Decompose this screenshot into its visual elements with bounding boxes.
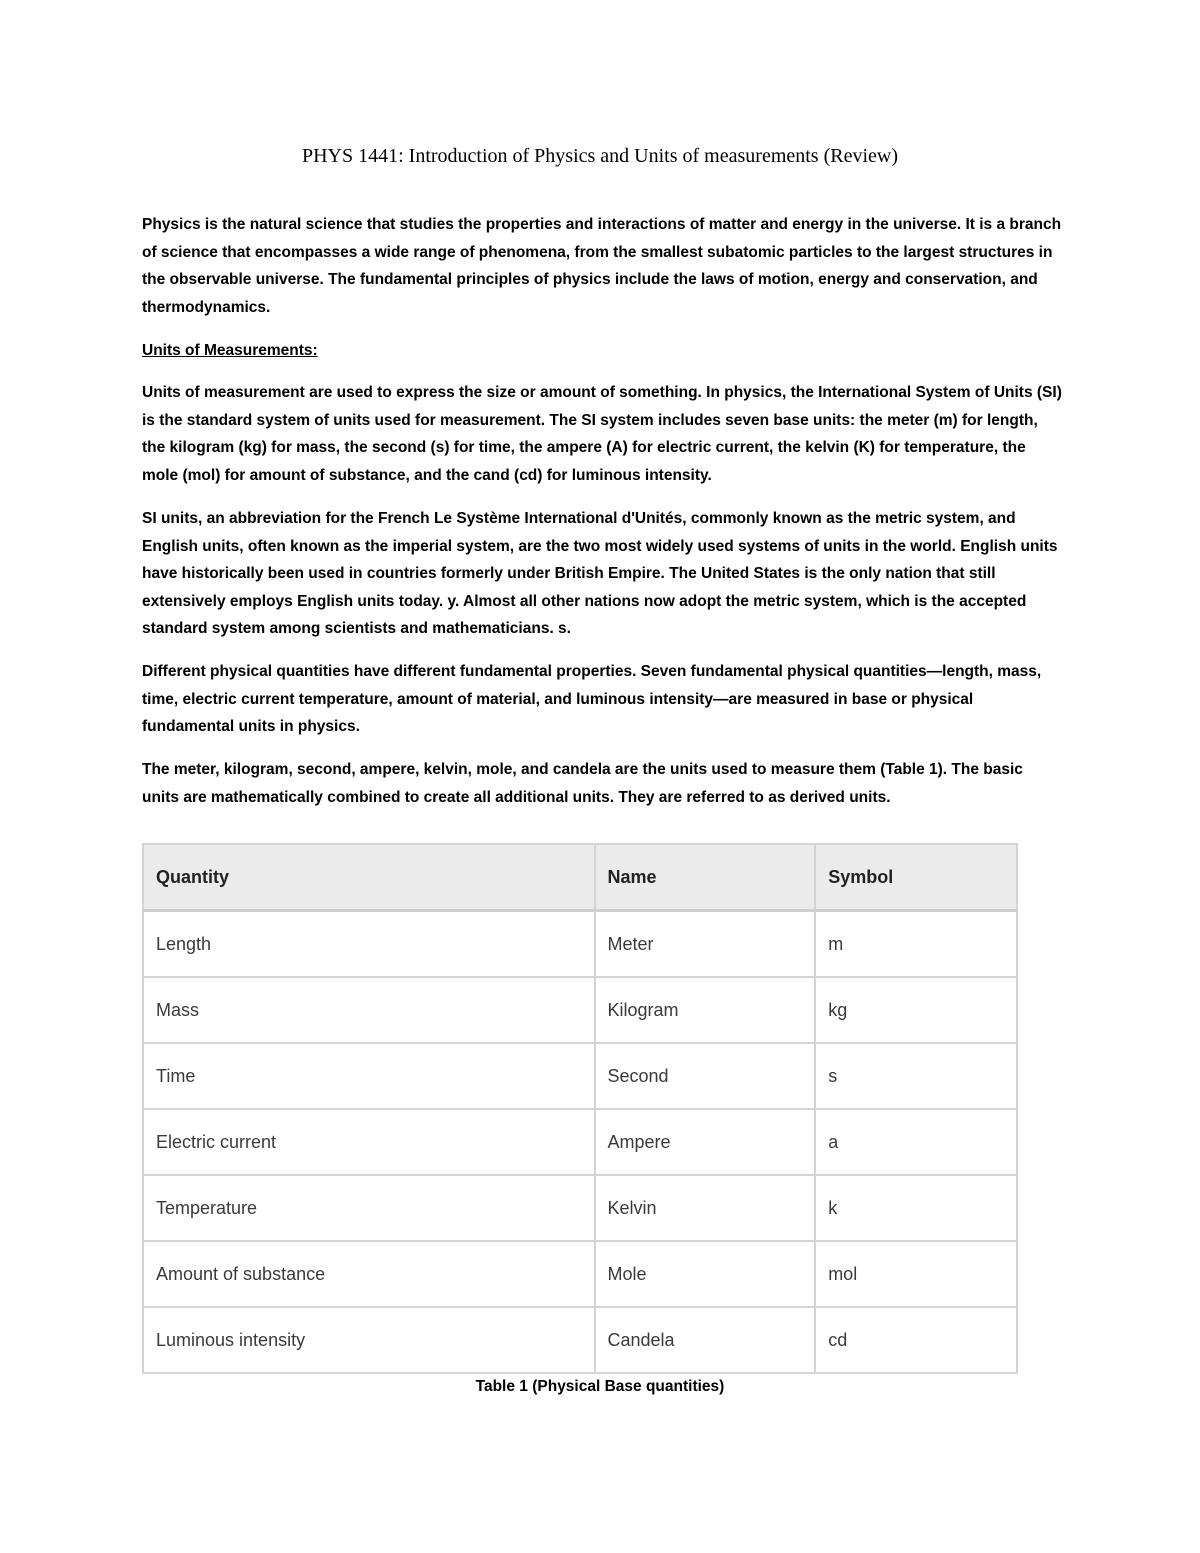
- table-row: [143, 1109, 1017, 1175]
- table-row: [143, 977, 1017, 1043]
- fundamental-quantities-paragraph: Different physical quantities have different fundamental properties. Seven fundamental physical quantities—length, mass, time, electric current temperature, amount of material, and luminous intensity—are measured in base or physical fundamental units in physics.: [142, 663, 1042, 735]
- cell-quantity: Amount of substance: [143, 1241, 595, 1307]
- table-row: [143, 1307, 1017, 1373]
- cell-name: Mole: [595, 1241, 816, 1307]
- intro-paragraph: Physics is the natural science that studies the properties and interactions of matter and energy in the universe. It is a branch of science that encompasses a wide range of phenomena, from the smallest subatomic particles to the largest structures in the observable universe. The fundamental principles of physics include the laws of motion, energy and conservation, and thermodynamics.: [142, 216, 1062, 316]
- table-row: [143, 1241, 1017, 1307]
- cell-name: Kilogram: [595, 977, 816, 1043]
- cell-symbol: m: [815, 911, 1017, 978]
- document-title: PHYS 1441: Introduction of Physics and Units of measurements (Review): [301, 145, 899, 167]
- table-row: [143, 1175, 1017, 1241]
- header-symbol: Symbol: [815, 844, 1017, 911]
- cell-name: Kelvin: [595, 1175, 816, 1241]
- section-heading: Units of Measurements:: [142, 342, 318, 359]
- cell-name: Second: [595, 1043, 816, 1109]
- cell-symbol: kg: [815, 977, 1017, 1043]
- header-quantity: Quantity: [143, 844, 595, 911]
- cell-quantity: Length: [143, 911, 595, 978]
- table-row: [143, 1043, 1017, 1109]
- derived-units-paragraph: The meter, kilogram, second, ampere, kelvin, mole, and candela are the units used to measure them (Table 1). The basic units are mathematically combined to create all additional units. They are referred to as derived units.: [142, 761, 1023, 806]
- cell-name: Candela: [595, 1307, 816, 1373]
- header-name: Name: [595, 844, 816, 911]
- cell-quantity: Time: [143, 1043, 595, 1109]
- cell-name: Ampere: [595, 1109, 816, 1175]
- cell-quantity: Electric current: [143, 1109, 595, 1175]
- cell-symbol: a: [815, 1109, 1017, 1175]
- cell-quantity: Mass: [143, 977, 595, 1043]
- cell-symbol: mol: [815, 1241, 1017, 1307]
- cell-symbol: cd: [815, 1307, 1017, 1373]
- table-caption: Table 1 (Physical Base quantities): [475, 1378, 725, 1395]
- cell-quantity: Luminous intensity: [143, 1307, 595, 1373]
- cell-name: Meter: [595, 911, 816, 978]
- cell-quantity: Temperature: [143, 1175, 595, 1241]
- base-quantities-table: [142, 843, 1018, 1374]
- table-row: [143, 911, 1017, 978]
- table-header-row: [143, 844, 1017, 911]
- cell-symbol: s: [815, 1043, 1017, 1109]
- units-paragraph: Units of measurement are used to express the size or amount of something. In physics, the International System of Units (SI) is the standard system of units used for measurement. The SI system includes seven base units: the meter (m) for length, the kilogram (kg) for mass, the second (s) for time, the ampere (A) for electric current, the kelvin (K) for temperature, the mole (mol) for amount of substance, and the cand (cd) for luminous intensity.: [142, 384, 1062, 484]
- si-english-paragraph: SI units, an abbreviation for the French Le Système International d'Unités, commonly known as the metric system, and English units, often known as the imperial system, are the two most widely used systems of units in the world. English units have historically been used in countries formerly under British Empire. The United States is the only nation that still extensively employs English units today. y. Almost all other nations now adopt the metric system, which is the accepted standard system among scientists and mathematicians. s.: [142, 510, 1058, 637]
- cell-symbol: k: [815, 1175, 1017, 1241]
